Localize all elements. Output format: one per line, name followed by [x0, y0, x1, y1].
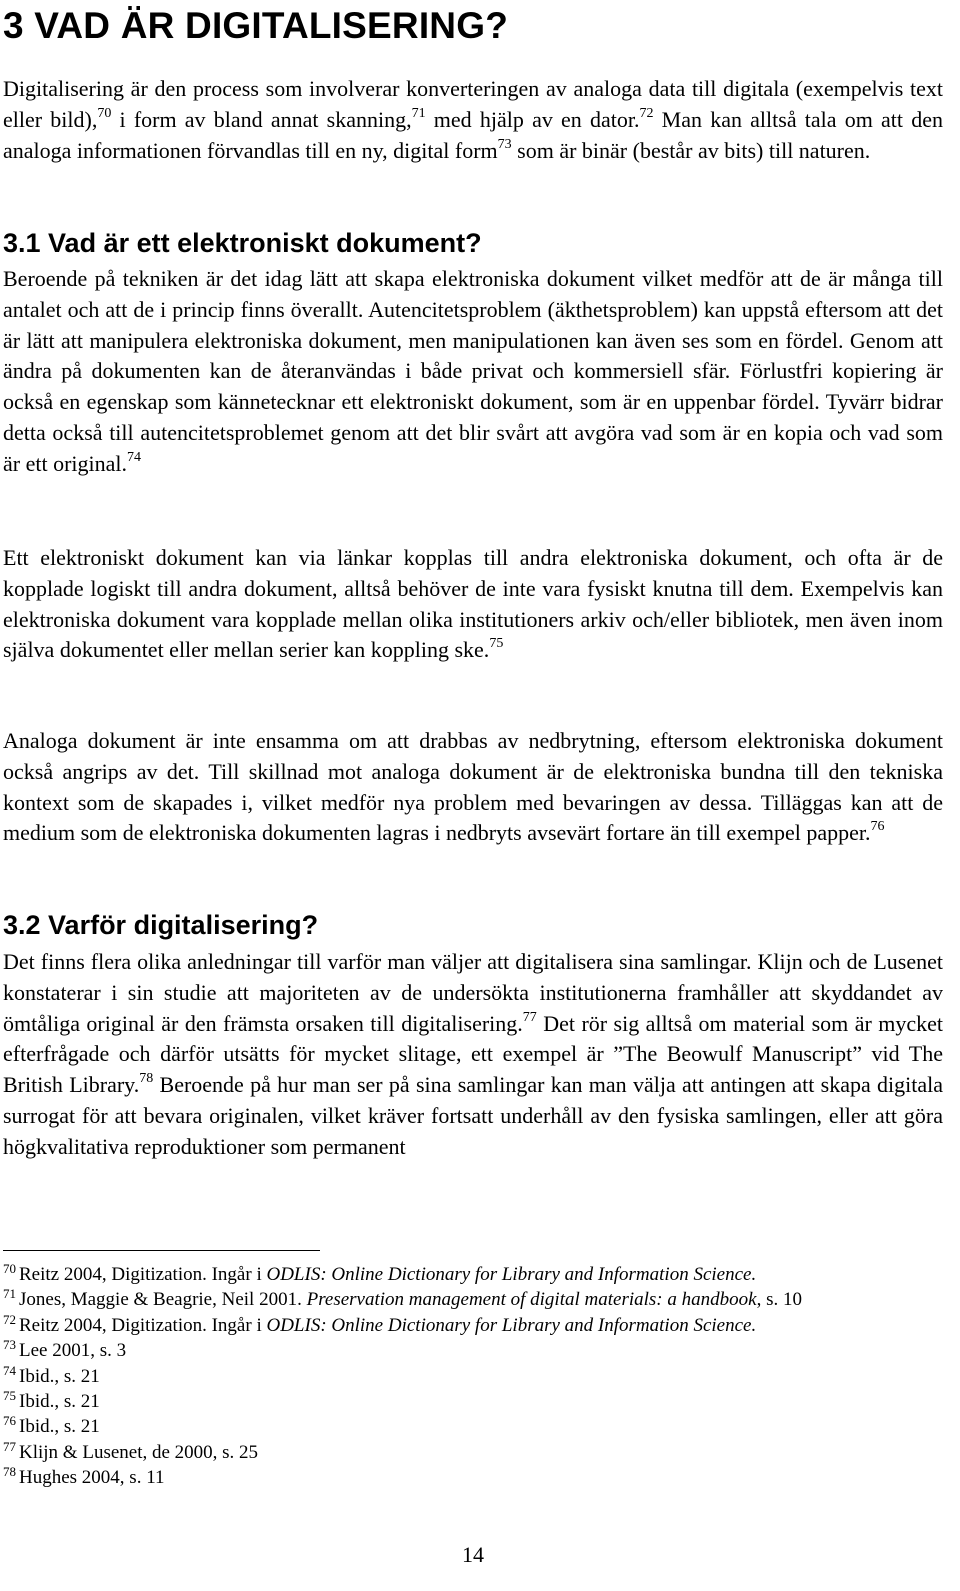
footnote-text: Lee 2001, s. 3 — [19, 1340, 127, 1362]
intro-text-1: Digitalisering är den process som involverar konverteringen av analoga data till digitala (exempelvis text eller bild), — [3, 76, 943, 132]
intro-text-4: Man kan alltså tala om att den analoga informationen förvandlas till en ny, digital form — [3, 106, 943, 163]
footnote-text-post: , s. 10 — [756, 1289, 802, 1311]
footnote-number: 78 — [3, 1464, 16, 1480]
footnote-number: 75 — [3, 1388, 16, 1404]
footnote-text: Ibid., s. 21 — [19, 1365, 100, 1387]
footnote-item — [3, 1465, 943, 1490]
footnote-text: Reitz 2004, Digitization. Ingår i — [19, 1314, 267, 1336]
footnote-ref-72[interactable]: 72 — [639, 105, 654, 121]
chapter-heading: 3 VAD ÄR DIGITALISERING? — [3, 5, 509, 46]
footnote-item — [3, 1440, 943, 1465]
footnote-title: ODLIS: Online Dictionary for Library and Information Science. — [266, 1264, 757, 1285]
page-number: 14 — [462, 1542, 484, 1567]
footnote-item — [3, 1414, 943, 1439]
footnote-item — [3, 1287, 943, 1312]
intro-text-5: som är binär (består av bits) till naturen. — [511, 137, 871, 163]
paragraph-text: Analoga dokument är inte ensamma om att drabbas av nedbrytning, eftersom elektroniska dokument också angrips av det. Till skillnad mot analoga dokument är de elektroniska bundna till den tekniska kontext som de skapades i, vilket medför nya problem med bevaringen av dessa. Tilläggas kan att de medium som de elektroniska dokumenten lagras i nedbryts avsevärt fortare än till exempel papper. — [3, 728, 943, 846]
footnote-text: Ibid., s. 21 — [19, 1416, 100, 1438]
footnote-title: ODLIS: Online Dictionary for Library and Information Science. — [266, 1314, 757, 1336]
footnote-ref-77[interactable]: 77 — [522, 1009, 537, 1025]
footnote-item — [3, 1389, 943, 1414]
section-3-1-paragraph-1 — [3, 264, 943, 480]
footnote-ref-76[interactable]: 76 — [870, 819, 885, 835]
footnote-separator — [3, 1250, 320, 1251]
footnote-list — [3, 1262, 943, 1491]
footnote-ref-73[interactable]: 73 — [497, 136, 512, 152]
footnote-number: 73 — [3, 1337, 16, 1353]
intro-text-2: i form av bland annat skanning, — [111, 106, 412, 132]
footnote-text: Hughes 2004, s. 11 — [19, 1467, 165, 1489]
footnote-text: Ibid., s. 21 — [19, 1391, 100, 1413]
footnote-text: Reitz 2004, Digitization. Ingår i — [19, 1264, 267, 1285]
footnote-item — [3, 1364, 943, 1389]
footnote-text: Jones, Maggie & Beagrie, Neil 2001. — [19, 1289, 307, 1311]
section-3-2-paragraph-1 — [3, 947, 943, 1163]
footnote-ref-70[interactable]: 70 — [97, 105, 112, 121]
footnote-item — [3, 1262, 943, 1287]
paragraph-text-3: Beroende på hur man ser på sina samlingar kan man välja att antingen att skapa digitala surrogat för att bevara originalen, vilket kräver fortsatt underhåll av den fysiska samlingen, eller att göra högkvalitativa reproduktioner som permanent — [3, 1072, 943, 1159]
footnote-number: 71 — [3, 1286, 16, 1302]
footnote-number: 72 — [3, 1311, 16, 1327]
footnote-ref-71[interactable]: 71 — [411, 105, 426, 121]
section-3-1-paragraph-2 — [3, 543, 943, 666]
footnote-ref-75[interactable]: 75 — [489, 636, 504, 652]
footnote-number: 74 — [3, 1362, 16, 1378]
footnote-item — [3, 1313, 943, 1338]
footnote-title: Preservation management of digital materials: a handbook — [306, 1289, 757, 1311]
footnote-ref-78[interactable]: 78 — [139, 1071, 154, 1087]
paragraph-text-1: Det finns flera olika anledningar till varför man väljer att digitalisera sina samlingar. Klijn och de Lusenet konstaterar i sin studie att majoriteten av de undersökta institutionerna framhåller att skyddandet av ömtåliga original är den främsta orsaken till digitalisering. — [3, 949, 943, 1036]
footnote-number: 70 — [3, 1261, 16, 1276]
footnote-number: 76 — [3, 1413, 16, 1429]
section-heading-3-2: 3.2 Varför digitalisering? — [3, 910, 319, 940]
intro-text-3: med hjälp av en dator. — [425, 106, 640, 132]
section-heading-3-1: 3.1 Vad är ett elektroniskt dokument? — [3, 228, 482, 258]
section-3-1-paragraph-3 — [3, 726, 943, 849]
footnote-number: 77 — [3, 1438, 16, 1454]
footnote-ref-74[interactable]: 74 — [127, 449, 142, 465]
footnote-item — [3, 1338, 943, 1363]
paragraph-text-2: Det rör sig alltså om material som är mycket efterfrågade och därför utsätts för mycket slitage, ett exempel är ”The Beowulf Manuscript” vid The British Library. — [3, 1010, 944, 1098]
paragraph-text: Ett elektroniskt dokument kan via länkar kopplas till andra elektroniska dokument, och ofta är de kopplade logiskt till andra dokument, alltså behöver de inte vara fysiskt knutna till dem. Exempelvis kan elektroniska dokument vara kopplade mellan olika institutioners arkiv och/eller bibliotek, men även inom själva dokumentet eller mellan serier kan koppling ske. — [3, 545, 943, 663]
footnote-text: Klijn & Lusenet, de 2000, s. 25 — [19, 1441, 259, 1463]
paragraph-text: Beroende på tekniken är det idag lätt att skapa elektroniska dokument vilket medför att de är många till antalet och att de i princip finns överallt. Autencitetsproblem (äkthetsproblem) kan uppstå eftersom att det är lätt att manipulera elektroniska dokument, men manipulationen kan även ses som en fördel. Genom att ändra på dokumenten kan de återanvändas i både privat och kommersiell sfär. Förlustfri kopiering är också en egenskap som kännetecknar ett elektroniskt dokument, som är en uppenbar fördel. Tyvärr bidrar detta också till autencitetsproblemet genom att det blir svårt att avgöra vad som är en kopia och vad som är ett original. — [3, 266, 943, 476]
intro-paragraph — [3, 74, 943, 166]
